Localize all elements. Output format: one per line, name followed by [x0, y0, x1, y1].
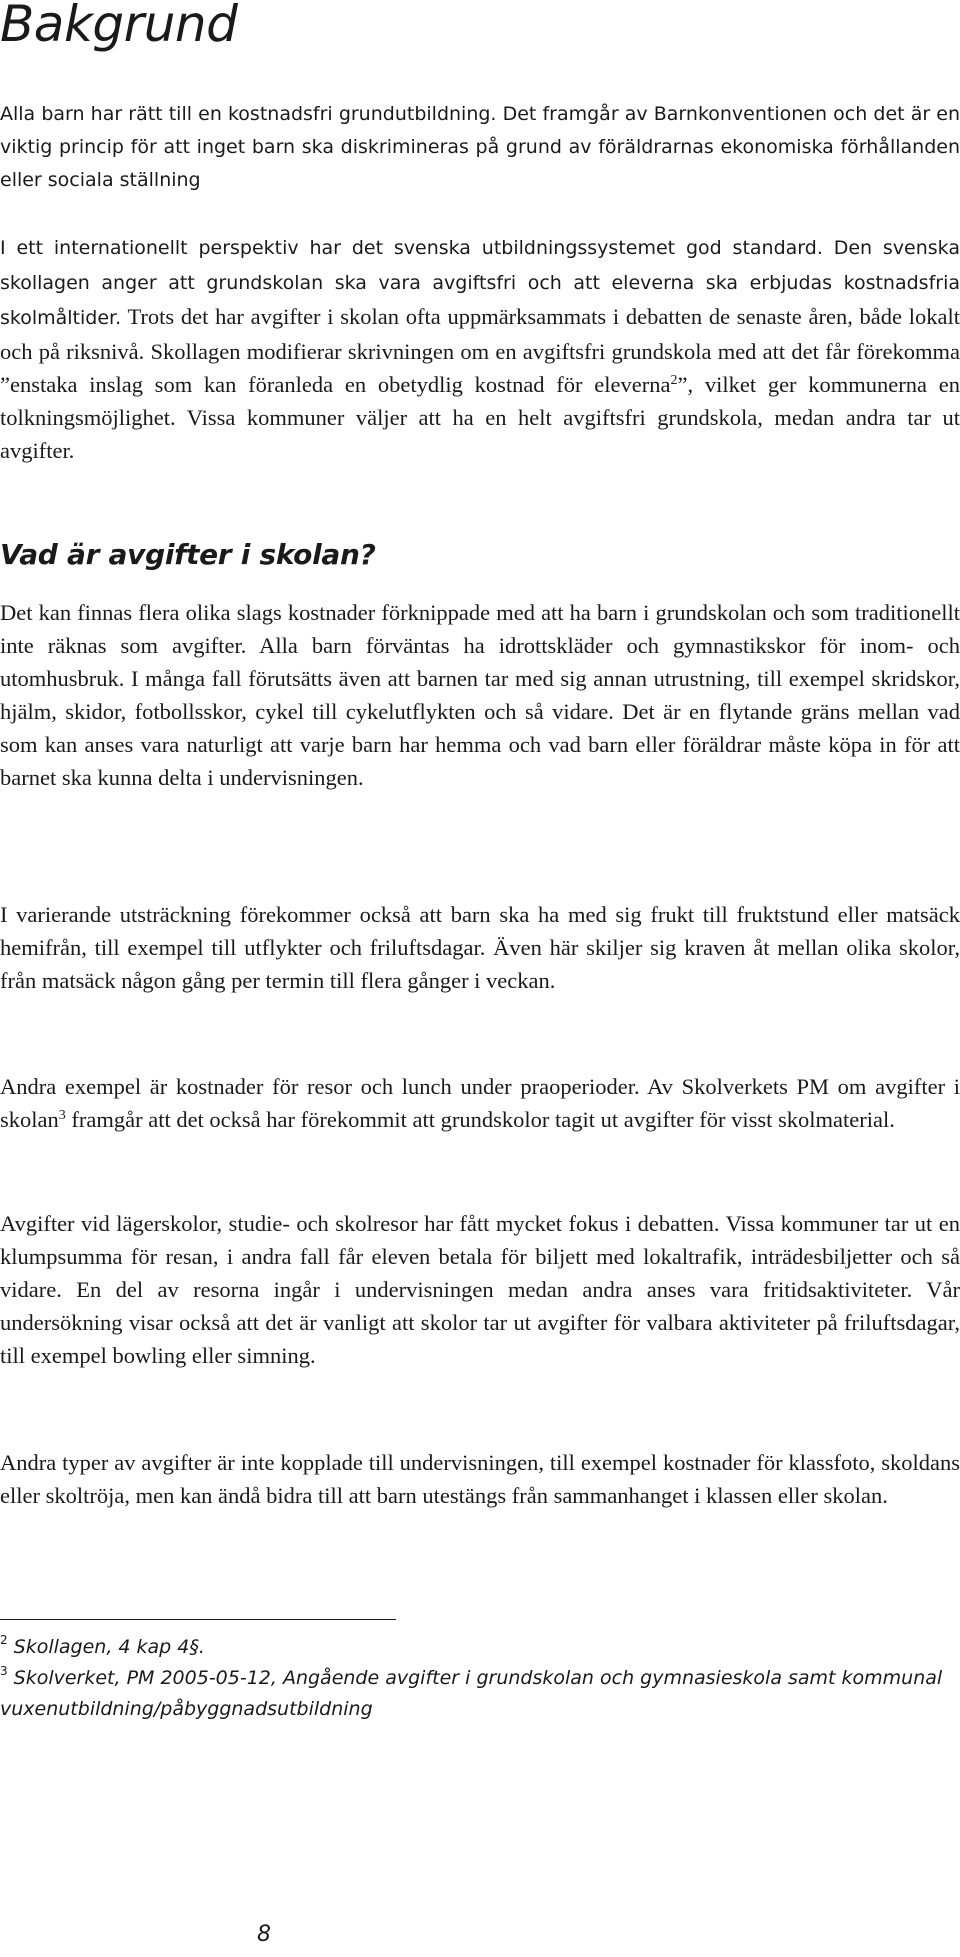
paragraph-skollag-part3: ”, vilket ger kommunerna en tolkningsmöjlighet. Vissa kommuner väljer att ha en helt avgiftsfri grundskola, medan andra tar ut avgifter.: [0, 372, 960, 463]
paragraph-resor-part1: Andra exempel är kostnader för resor och lunch under praoperioder. Av Skolverkets PM om avgifter i skolan: [0, 1074, 960, 1132]
paragraph-frukt: I varierande utsträckning förekommer också att barn ska ha med sig frukt till fruktstund eller matsäck hemifrån, till exempel till utflykter och friluftsdagar. Även här skiljer sig kraven åt mellan olika skolor, från matsäck någon gång per termin till flera gånger i veckan.: [0, 902, 960, 993]
footnote-ref-2[interactable]: 2: [670, 373, 678, 388]
footnote-separator: [0, 1619, 396, 1620]
paragraph-andra-typer: Andra typer av avgifter är inte kopplade till undervisningen, till exempel kostnader för klassfoto, skoldans eller skoltröja, men kan ändå bidra till att barn utestängs från sammanhanget i klassen eller skolan.: [0, 1450, 960, 1508]
paragraph-intro: Alla barn har rätt till en kostnadsfri grundutbildning. Det framgår av Barnkonventionen och det är en viktig princip för att inget barn ska diskrimineras på grund av föräldrarnas ekonomiska förhållanden eller sociala ställning: [0, 103, 960, 191]
footnote-3-text: Skolverket, PM 2005-05-12, Angående avgifter i grundskolan och gymnasieskola samt kommunal vuxenutbildning/påbyggnadsutbildning: [0, 1667, 943, 1720]
footnote-3-number: 3: [0, 1664, 8, 1678]
footnote-2: [0, 1632, 960, 1663]
section-heading: Vad är avgifter i skolan?: [0, 538, 376, 571]
footnote-2-text: Skollagen, 4 kap 4§.: [13, 1636, 205, 1658]
page-number: 8: [257, 1922, 271, 1947]
paragraph-resor-part2: framgår att det också har förekommit att grundskolor tagit ut avgifter för visst skolmaterial.: [65, 1107, 895, 1132]
paragraph-kostnader: Det kan finnas flera olika slags kostnader förknippade med att ha barn i grundskolan och som traditionellt inte räknas som avgifter. Alla barn förväntas ha idrottskläder och gymnastikskor för inom- och utomhusbruk. I många fall förutsätts även att barnen tar med sig annan utrustning, till exempel skridskor, hjälm, skidor, fotbollsskor, cykel till cykelutflykten och så vidare. Det är en flytande gräns mellan vad som kan anses vara naturligt att varje barn har hemma och vad barn eller föräldrar måste köpa in för att barnet ska kunna delta i undervisningen.: [0, 600, 960, 790]
footnote-3: [0, 1663, 960, 1725]
footnote-2-number: 2: [0, 1633, 8, 1647]
footnote-ref-3[interactable]: 3: [58, 1108, 66, 1123]
paragraph-skollag-part1: I ett internationellt perspektiv har det svenska utbildningssystemet god standard. Den svenska skollagen anger att grundskolan ska vara avgiftsfri och att eleverna ska erbjudas kostnadsfria skolmåltider.: [0, 237, 960, 329]
paragraph-skollag-part2: Trots det har avgifter i skolan ofta uppmärksammats i debatten de senaste åren, både lokalt och på riksnivå. Skollagen modifierar skrivningen om en avgiftsfri grundskola med att det får förekomma ”enstaka inslag som kan föranleda en obetydlig kostnad för eleverna: [0, 304, 960, 397]
paragraph-lagerskolor: Avgifter vid lägerskolor, studie- och skolresor har fått mycket fokus i debatten. Vissa kommuner tar ut en klumpsumma för resan, i andra fall får eleven betala för biljett med lokaltrafik, inträdesbiljetter och så vidare. En del av resorna ingår i undervisningen medan andra anses vara fritidsaktiviteter. Vår undersökning visar också att det är vanligt att skolor tar ut avgifter för valbara aktiviteter på friluftsdagar, till exempel bowling eller simning.: [0, 1211, 960, 1368]
paragraph-resor: [0, 1070, 960, 1136]
page-heading: Bakgrund: [0, 0, 238, 53]
paragraph-skollag: [0, 230, 960, 467]
